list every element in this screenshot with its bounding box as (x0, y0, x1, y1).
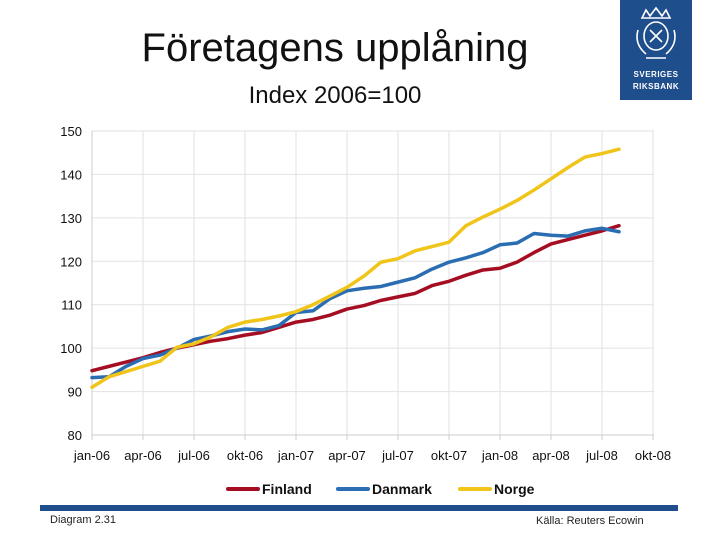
chart-series-lines (92, 149, 619, 387)
source-note: Källa: Reuters Ecowin (536, 515, 644, 527)
chart-subtitle: Index 2006=100 (248, 82, 422, 109)
x-tick-label: jan-06 (73, 448, 111, 463)
x-tick-label: apr-06 (124, 448, 162, 463)
chart-legend (228, 481, 535, 497)
x-tick-label: jul-07 (382, 448, 414, 463)
y-tick-label: 130 (60, 210, 82, 226)
x-tick-label: okt-06 (226, 448, 264, 463)
y-tick-label: 80 (67, 428, 82, 443)
logo-text-line2: RIKSBANK (632, 82, 680, 91)
x-tick-label: apr-07 (328, 448, 366, 463)
chart-title: Företagens upplåning (141, 26, 529, 70)
x-tick-label: okt-07 (430, 448, 468, 463)
legend-label-danmark: Danmark (372, 481, 432, 497)
chart-grid (92, 131, 654, 440)
y-tick-label: 140 (60, 167, 82, 183)
legend-label-finland: Finland (262, 481, 312, 497)
y-tick-label: 150 (60, 124, 82, 139)
x-tick-label: okt-08 (634, 448, 672, 463)
logo-text-line1: SVERIGES (633, 70, 679, 79)
y-tick-label: 90 (67, 384, 82, 400)
footer-divider (40, 505, 678, 511)
series-line-norge (92, 149, 619, 387)
x-tick-label: jan-08 (481, 448, 519, 463)
x-tick-label: jul-08 (586, 448, 618, 463)
y-tick-label: 110 (61, 297, 82, 313)
diagram-number: Diagram 2.31 (50, 514, 117, 526)
legend-label-norge: Norge (494, 481, 535, 497)
y-tick-label: 100 (60, 341, 82, 357)
y-axis-ticks (60, 124, 82, 443)
y-tick-label: 120 (60, 254, 82, 270)
x-axis-ticks (73, 448, 671, 463)
x-tick-label: jul-06 (178, 448, 210, 463)
x-tick-label: jan-07 (277, 448, 315, 463)
x-tick-label: apr-08 (532, 448, 570, 463)
